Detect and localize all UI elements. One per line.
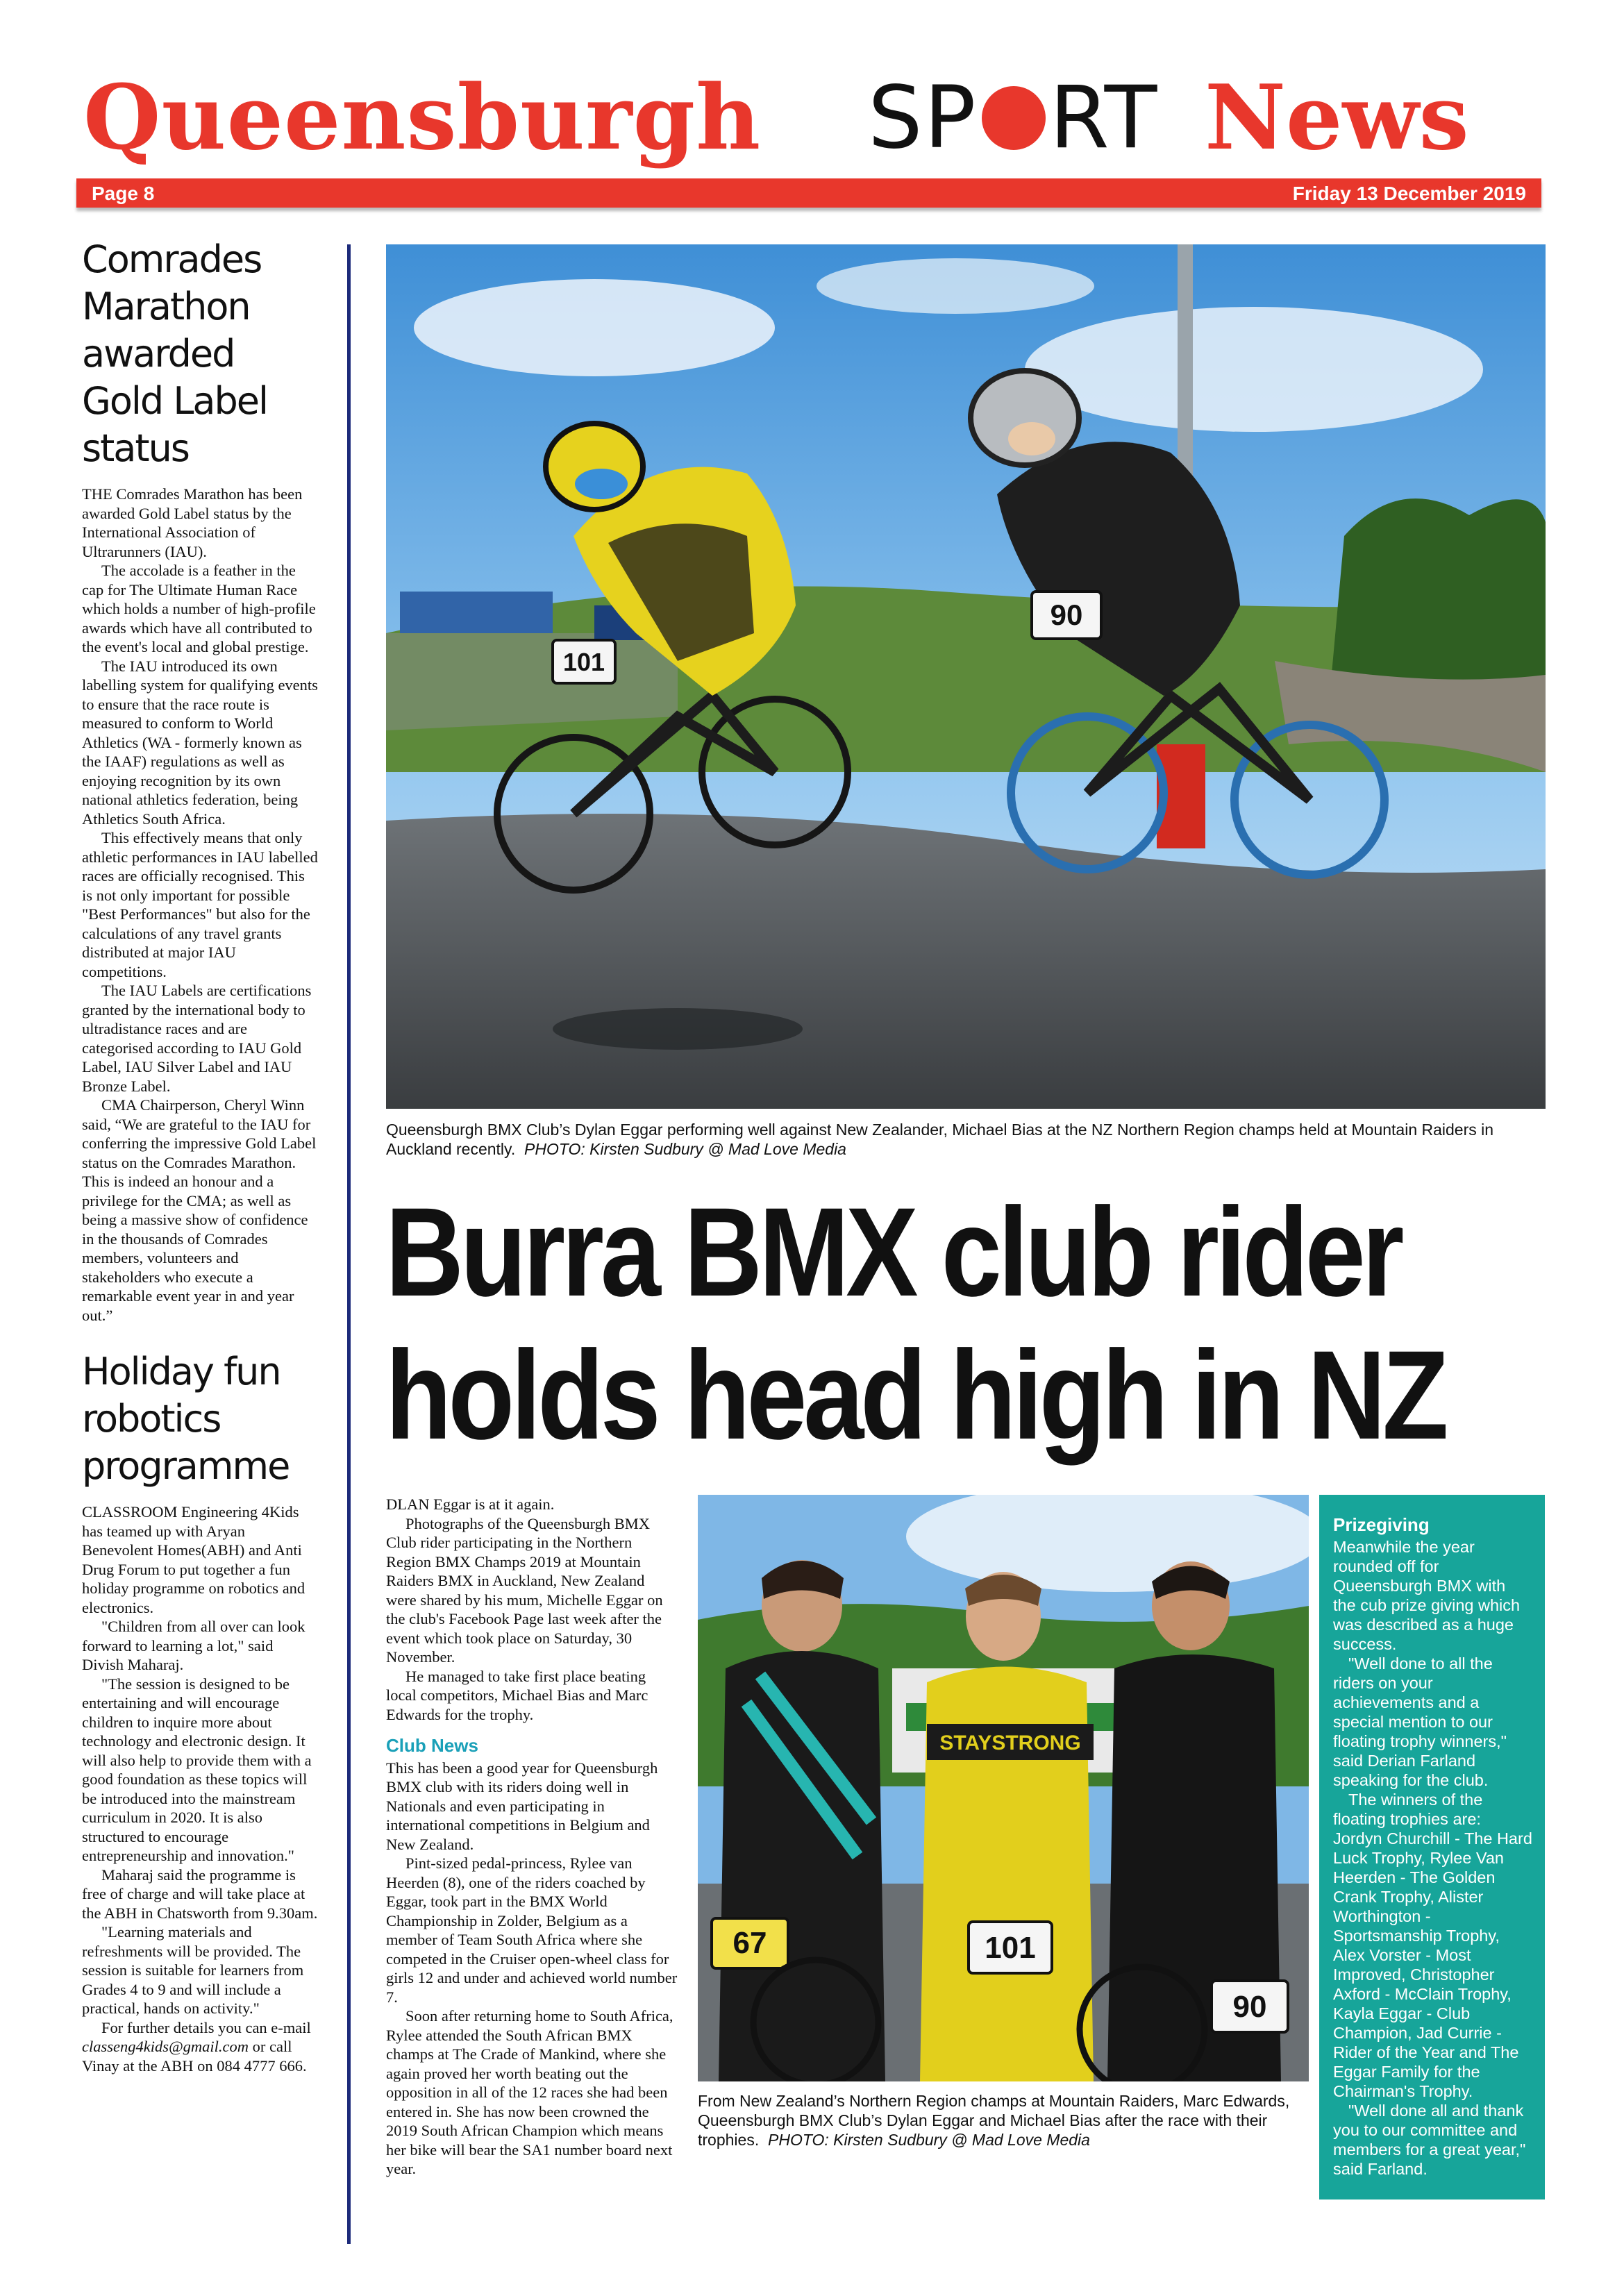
comrades-para-1: THE Comrades Marathon has been awarded Gold Label status by the International Association of Ultrarunners (IAU). [82,485,303,560]
robotics-contact-post: or call Vinay at the ABH on 084 4777 666. [82,2038,307,2075]
robotics-email-link[interactable]: classeng4kids@gmail.com [82,2038,249,2055]
bottom-photo-caption [698,2091,1309,2150]
page-number: Page 8 [92,183,155,204]
comrades-para-2: The accolade is a feather in the cap for The Ultimate Human Race which holds a number of high-profile awards which have all contributed to the event's local and global prestige. [82,562,316,655]
comrades-headline: Comrades Marathon awarded Gold Label status [82,237,268,470]
trophy-riders-illustration [698,1495,1309,2081]
prize-para-4: "Well done all and thank you to our committee and members for a great year," said Farland. [1333,2102,1526,2178]
robotics-headline: Holiday fun robotics programme [82,1350,290,1488]
main-para-3: He managed to take first place beating local competitors, Michael Bias and Marc Edwards for the trophy. [386,1667,648,1723]
masthead-title-sport [868,66,1158,170]
main-headline [385,1180,1446,1466]
trophy-riders-photo [698,1495,1309,2081]
race-plate-90: 90 [1050,598,1083,631]
top-photo-caption [386,1120,1546,1159]
main-para-1: DLAN Eggar is at it again. [386,1495,555,1513]
main-headline-line-1: Burra BMX club rider [385,1181,1401,1323]
masthead [76,66,1541,170]
top-photo-credit: PHOTO: Kirsten Sudbury @ Mad Love Media [524,1140,846,1158]
robotics-para-6 [82,2018,318,2076]
robotics-para-5: "Learning materials and refreshments will be provided. The session is suitable for learners from Grades 4 to 9 and will include a practical, hands on activity." [82,1923,304,2017]
robotics-article [82,1502,318,2075]
main-story-column [386,1495,678,2179]
prize-para-2: "Well done to all the riders on your achievements and a special mention to our floating trophy winners," said Derian Farland speaking for the club. [1333,1654,1507,1789]
issue-date: Friday 13 December 2019 [1292,183,1526,204]
club-news-subhead: Club News [386,1735,478,1756]
prize-para-1: Meanwhile the year rounded off for Queensburgh BMX with the cub prize giving which was described as a huge success. [1333,1538,1521,1653]
bmx-race-photo [386,244,1546,1109]
top-caption-text: Queensburgh BMX Club’s Dylan Eggar performing well against New Zealander, Michael Bias at the NZ Northern Region champs held at Mountain Raiders in Auckland recently. [386,1121,1494,1158]
main-para-2: Photographs of the Queensburgh BMX Club rider participating in the Northern Region BMX Champs 2019 at Mountain Raiders BMX in Auckland, New Zealand were shared by his mum, Michelle Eggar on the club's Facebook Page last week after the event which took place on Saturday, 30 November. [386,1514,663,1666]
robotics-contact-pre: For further details you can e-mail [101,2018,311,2036]
prizegiving-body [1333,1537,1532,2179]
prizegiving-box [1319,1495,1545,2199]
robotics-para-1: CLASSROOM Engineering 4Kids has teamed up with Aryan Benevolent Homes(ABH) and Anti Drug Forum to put together a fun holiday programme on robotics and electronics. [82,1503,305,1616]
sport-red-dot-icon [982,86,1046,150]
main-story [386,1495,678,2179]
race-plate-101: 101 [562,648,605,676]
main-para-6: Soon after returning home to South Africa, Rylee attended the South African BMX champs at The Crade of Mankind, where she again proved her worth beating out the opposition in all of the 12 races she had been entered in. She has now been crowned the 2019 South African Champion which means her bike will bear the SA1 number board next year. [386,2007,673,2177]
comrades-para-5: The IAU Labels are certifications granted by the international body to ultradistance races and are categorised according to IAU Gold Label, IAU Silver Label and IAU Bronze Label. [82,982,312,1095]
prizegiving-heading: Prizegiving [1333,1514,1430,1535]
comrades-para-3: The IAU introduced its own labelling system for qualifying events to ensure that the race route is measured to conform to World Athletics (WA - formerly known as the IAAF) regulations as well as enjoying recognition by its own national athletics federation, being Athletics South Africa. [82,657,318,828]
plate-101: 101 [985,1931,1036,1965]
robotics-para-3: "The session is designed to be entertaining and will encourage children to inquire more about technology and electronic design. It will also help to provide them with a good foundation as these topics will be introduced into the mainstream curriculum in 2020. It is also structured to encourage entrepreneurship and innovation." [82,1675,312,1864]
masthead-title-news: News [1205,66,1469,170]
bottom-caption-text: From New Zealand’s Northern Region champs at Mountain Raiders, Marc Edwards, Queensburgh BMX Club’s Dylan Eggar and Michael Bias after the race with their trophies. [698,2092,1290,2149]
column-divider [347,244,351,2244]
comrades-para-6: CMA Chairperson, Cheryl Winn said, “We are grateful to the IAU for conferring the impressive Gold Label status on the Comrades Marathon. This is indeed an honour and a privilege for the CMA; as well as being a massive show of confidence in the thousands of Comrades members, volunteers and stakeholders who execute a remarkable event year in and year out.” [82,1096,317,1324]
robotics-para-4: Maharaj said the programme is free of charge and will take place at the ABH in Chatsworth from 9.30am. [82,1866,318,1922]
prize-para-3: The winners of the floating trophies are: Jordyn Churchill - The Hard Luck Trophy, Rylee Van Heerden - The Golden Crank Trophy, Alister Worthington - Sportsmanship Trophy, Alex Vorster - Most Improved, Christopher Axford - McClain Trophy, Kayla Eggar - Club Champion, Jad Currie - Rider of the Year and The Eggar Family for the Chairman's Trophy. [1333,1791,1532,2100]
main-para-5: Pint-sized pedal-princess, Rylee van Heerden (8), one of the riders coached by Eggar, took part in the BMX World Championship in Zolder, Belgium as a member of Team South Africa where she competed in the Cruiser open-wheel class for girls 12 and under and achieved world number 7. [386,1854,678,2006]
sport-text-a: SP [868,68,978,168]
jersey-staystrong: STAYSTRONG [939,1732,1081,1754]
plate-67: 67 [733,1926,767,1960]
main-headline-line-2: holds head high in NZ [385,1324,1446,1466]
bottom-photo-credit: PHOTO: Kirsten Sudbury @ Mad Love Media [768,2131,1090,2149]
bmx-race-illustration [386,244,1546,1109]
robotics-para-2: "Children from all over can look forward to learning a lot," said Divish Maharaj. [82,1618,305,1673]
comrades-para-4: This effectively means that only athletic performances in IAU labelled races are officially recognised. This is not only important for possible "Best Performances" but also for the calculations of any travel grants distributed at major IAU competitions. [82,829,318,980]
comrades-article [82,485,318,1325]
masthead-title-queensburgh: Queensburgh [83,66,762,170]
page-info-bar [76,178,1541,208]
plate-90: 90 [1232,1990,1267,2024]
sport-text-b: RT [1049,68,1159,168]
main-para-4: This has been a good year for Queensburgh BMX club with its riders doing well in Nationals and even participating in international competitions in Belgium and New Zealand. [386,1759,658,1853]
sidebar-column [82,236,318,2075]
